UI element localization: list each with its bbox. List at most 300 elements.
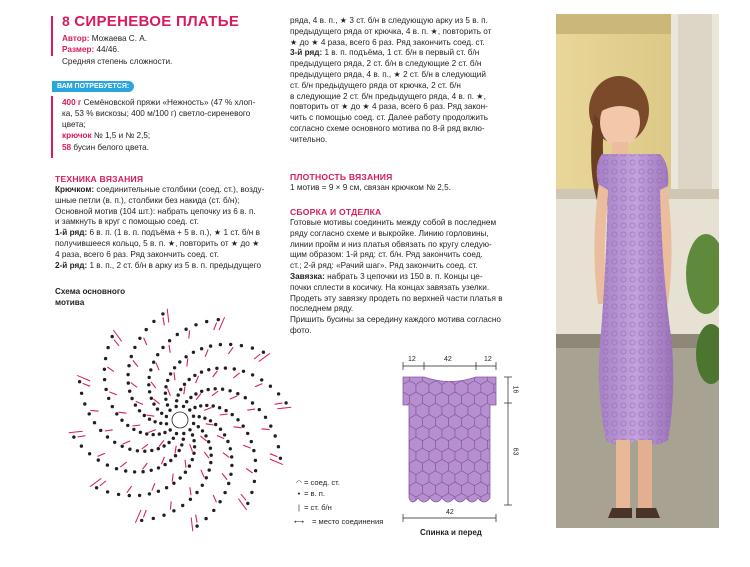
chain-stitch-dot bbox=[184, 471, 187, 474]
chain-stitch-dot bbox=[133, 470, 136, 473]
chain-stitch-dot bbox=[201, 429, 204, 432]
single-crochet-mark bbox=[255, 384, 262, 387]
chain-stitch-dot bbox=[172, 509, 175, 512]
text-line-text: линии пройм и низ платья обвязать по кругу следую- bbox=[290, 239, 492, 249]
single-crochet-mark bbox=[204, 452, 209, 458]
chain-stitch-dot bbox=[106, 346, 109, 349]
legend-label: = место соединения bbox=[312, 517, 384, 526]
chain-stitch-dot bbox=[138, 409, 141, 412]
text-line-text: последнем ряду. bbox=[290, 304, 354, 314]
chain-stitch-dot bbox=[120, 419, 123, 422]
text-line bbox=[290, 135, 530, 146]
chain-stitch-dot bbox=[230, 455, 233, 458]
single-crochet-mark bbox=[201, 470, 204, 477]
chain-stitch-dot bbox=[169, 428, 172, 431]
title-part-a: СИРЕНЕВОЕ bbox=[74, 13, 172, 30]
text-line bbox=[290, 92, 530, 103]
chain-stitch-dot bbox=[103, 378, 106, 381]
single-crochet-mark bbox=[142, 444, 148, 449]
motif-hexagon bbox=[398, 505, 410, 520]
chain-stitch-dot bbox=[88, 412, 91, 415]
chain-stitch-dot bbox=[207, 388, 210, 391]
chain-stitch-dot bbox=[230, 464, 233, 467]
chain-stitch-dot bbox=[111, 335, 114, 338]
single-crochet-mark bbox=[243, 445, 250, 448]
page-title bbox=[62, 13, 239, 31]
single-crochet-mark bbox=[205, 349, 208, 356]
tech-line bbox=[55, 228, 283, 239]
chain-stitch-dot bbox=[103, 368, 106, 371]
text-line-text: 1 в. п. подъёма, 1 ст. б/н в первый ст. б/н bbox=[322, 48, 480, 58]
yarn-amount: 400 г bbox=[62, 98, 82, 107]
chain-stitch-dot bbox=[223, 433, 226, 436]
single-crochet-mark bbox=[175, 446, 176, 454]
column2-text bbox=[290, 16, 530, 146]
text-line-text: повторить от ★ до ★ 4 раза, всего 6 раз. Ряд закон- bbox=[290, 102, 488, 112]
text-line-text: предыдущего ряда, 2 ст. б/н в следующие 2 ст. б/н bbox=[290, 59, 482, 69]
tech-line bbox=[55, 250, 283, 261]
chain-stitch-dot bbox=[205, 320, 208, 323]
text-line bbox=[290, 250, 530, 261]
chain-stitch-dot bbox=[115, 467, 118, 470]
single-crochet-mark bbox=[170, 502, 171, 510]
join-arrow-mark bbox=[277, 407, 291, 409]
chain-stitch-dot bbox=[166, 403, 169, 406]
chain-stitch-dot bbox=[97, 458, 100, 461]
single-crochet-mark bbox=[230, 396, 237, 399]
motif-hexagon bbox=[403, 493, 416, 508]
chain-stitch-dot bbox=[188, 408, 191, 411]
chain-stitch-dot bbox=[178, 360, 181, 363]
dim-side: 63 bbox=[511, 447, 519, 456]
motif-hexagon bbox=[494, 426, 507, 441]
text-line bbox=[290, 218, 530, 229]
legend-label: = в. п. bbox=[304, 489, 326, 498]
chain-stitch-dot bbox=[113, 441, 116, 444]
text-line-text: ряду согласно схеме и выкройке. Линию горловины, bbox=[290, 228, 489, 238]
chain-stitch-dot bbox=[175, 405, 178, 408]
chain-stitch-dot bbox=[279, 457, 282, 460]
chain-stitch-dot bbox=[163, 431, 166, 434]
center-ring bbox=[172, 412, 188, 428]
text-line bbox=[290, 124, 530, 135]
chain-stitch-dot bbox=[208, 468, 211, 471]
dim-top-right: 12 bbox=[484, 356, 492, 363]
motif-hexagon bbox=[423, 505, 436, 520]
chain-stitch-dot bbox=[260, 378, 263, 381]
chain-stitch-dot bbox=[192, 422, 195, 425]
chain-stitch-dot bbox=[152, 361, 155, 364]
dress-photo bbox=[556, 14, 719, 528]
single-crochet-mark bbox=[217, 436, 224, 439]
chain-stitch-dot bbox=[226, 440, 229, 443]
text-line-lead: Завязка: bbox=[290, 271, 325, 281]
single-crochet-mark bbox=[151, 382, 156, 388]
text-line-text: ст. б/н предыдущего ряда от крючка, 2 ст. б/н bbox=[290, 80, 461, 90]
legend-label: = соед. ст. bbox=[304, 478, 340, 487]
size-value: 44/46. bbox=[96, 45, 120, 54]
density-text: 1 мотив = 9 × 9 см, связан крючком № 2,5. bbox=[290, 183, 451, 192]
chain-stitch-dot bbox=[161, 312, 164, 315]
chain-stitch-dot bbox=[191, 458, 194, 461]
chain-stitch-dot bbox=[160, 412, 163, 415]
chain-stitch-dot bbox=[153, 420, 156, 423]
chain-stitch-dot bbox=[254, 459, 257, 462]
chain-stitch-dot bbox=[99, 429, 102, 432]
dim-top-left: 12 bbox=[408, 356, 416, 363]
pattern-caption: Спинка и перед bbox=[420, 528, 482, 537]
chain-stitch-icon: • bbox=[297, 489, 301, 498]
text-line bbox=[290, 229, 530, 240]
single-crochet-mark bbox=[143, 510, 146, 518]
chain-stitch-dot bbox=[88, 452, 91, 455]
materials-beads bbox=[62, 143, 149, 154]
chain-stitch-dot bbox=[145, 432, 148, 435]
chain-stitch-dot bbox=[250, 440, 253, 443]
chain-stitch-dot bbox=[188, 428, 191, 431]
chain-stitch-dot bbox=[117, 493, 120, 496]
chain-stitch-dot bbox=[156, 353, 159, 356]
chain-stitch-dot bbox=[148, 390, 151, 393]
chain-stitch-dot bbox=[127, 381, 130, 384]
chain-stitch-dot bbox=[175, 432, 178, 435]
motif-hexagon bbox=[429, 493, 442, 508]
chain-stitch-dot bbox=[253, 480, 256, 483]
chain-stitch-dot bbox=[203, 417, 206, 420]
single-crochet-mark bbox=[98, 453, 105, 456]
chain-stitch-dot bbox=[159, 422, 162, 425]
chain-stitch-dot bbox=[161, 346, 164, 349]
tech-line bbox=[55, 207, 283, 218]
single-crochet-mark bbox=[131, 383, 137, 388]
chain-stitch-dot bbox=[188, 464, 191, 467]
chain-stitch-dot bbox=[111, 405, 114, 408]
single-crochet-mark bbox=[206, 424, 214, 425]
tech-line-text: 1 в. п., 2 ст. б/н в арку из 5 в. п. предыдущего bbox=[87, 260, 262, 270]
chain-stitch-dot bbox=[166, 379, 169, 382]
single-crochet-mark bbox=[169, 345, 170, 353]
single-crochet-mark bbox=[213, 495, 216, 502]
chain-stitch-dot bbox=[246, 502, 249, 505]
leg-right bbox=[638, 440, 652, 510]
text-line bbox=[290, 326, 530, 337]
chain-stitch-dot bbox=[165, 415, 168, 418]
technique-heading: ТЕХНИКА ВЯЗАНИЯ bbox=[55, 174, 144, 184]
single-crochet-mark bbox=[233, 373, 239, 378]
single-crochet-mark bbox=[189, 331, 190, 339]
materials-yarn bbox=[62, 98, 277, 130]
chain-stitch-dot bbox=[178, 449, 181, 452]
single-crochet-mark bbox=[270, 454, 278, 457]
author-line bbox=[62, 34, 147, 45]
text-line bbox=[290, 48, 530, 59]
chain-stitch-dot bbox=[214, 387, 217, 390]
text-line bbox=[290, 283, 530, 294]
chain-stitch-dot bbox=[181, 504, 184, 507]
single-crochet-mark bbox=[120, 462, 126, 467]
chain-stitch-dot bbox=[209, 419, 212, 422]
tech-line-text: соединительные столбики (соед. ст.), возду- bbox=[94, 185, 265, 194]
chain-stitch-dot bbox=[199, 404, 202, 407]
yarn-line-1: ка, 53 % вискозы; 400 м/100 г) светло-сиреневого bbox=[62, 108, 251, 118]
legend-item-join bbox=[294, 513, 394, 524]
legend bbox=[294, 478, 394, 524]
chain-stitch-dot bbox=[115, 412, 118, 415]
chain-stitch-dot bbox=[242, 424, 245, 427]
single-crochet-mark bbox=[77, 436, 85, 437]
density-heading: ПЛОТНОСТЬ ВЯЗАНИЯ bbox=[290, 172, 393, 182]
chain-stitch-dot bbox=[223, 491, 226, 494]
chain-stitch-dot bbox=[277, 392, 280, 395]
single-crochet-mark bbox=[123, 441, 130, 444]
chain-stitch-dot bbox=[179, 388, 182, 391]
yarn-line-0: Семёновской пряжи «Нежность» (47 % хлоп- bbox=[83, 98, 256, 107]
diagram-title-line: мотива bbox=[55, 297, 85, 307]
text-line-text: фото. bbox=[290, 325, 312, 335]
chain-stitch-dot bbox=[152, 517, 155, 520]
chain-stitch-dot bbox=[157, 490, 160, 493]
chain-stitch-dot bbox=[167, 441, 170, 444]
chain-stitch-dot bbox=[165, 422, 168, 425]
tech-line-text: получившееся кольцо, 5 в. п. ★, повторить от ★ до ★ bbox=[55, 238, 260, 248]
chain-stitch-dot bbox=[139, 431, 142, 434]
chain-stitch-dot bbox=[231, 413, 234, 416]
chain-stitch-dot bbox=[164, 398, 167, 401]
tech-line bbox=[55, 217, 283, 228]
chain-stitch-dot bbox=[215, 367, 218, 370]
chain-stitch-dot bbox=[157, 447, 160, 450]
chain-stitch-dot bbox=[185, 400, 188, 403]
text-line bbox=[290, 261, 530, 272]
chain-stitch-dot bbox=[229, 473, 232, 476]
text-line bbox=[290, 304, 530, 315]
chain-stitch-dot bbox=[145, 328, 148, 331]
materials-badge: ВАМ ПОТРЕБУЕТСЯ: bbox=[52, 81, 134, 92]
motif-hexagon bbox=[494, 471, 507, 486]
chain-stitch-dot bbox=[168, 339, 171, 342]
chain-stitch-dot bbox=[204, 434, 207, 437]
technique-text bbox=[55, 185, 283, 271]
chain-stitch-dot bbox=[176, 333, 179, 336]
chain-stitch-dot bbox=[214, 423, 217, 426]
chain-stitch-dot bbox=[156, 407, 159, 410]
chain-stitch-dot bbox=[236, 418, 239, 421]
single-crochet-mark bbox=[214, 323, 217, 331]
chain-stitch-dot bbox=[182, 405, 185, 408]
text-line-text: Готовые мотивы соединить между собой в последнем bbox=[290, 218, 497, 227]
text-line-text: ★ до ★ 4 раза, всего 6 раз. Ряд закончить соед. ст. bbox=[290, 37, 485, 47]
chain-stitch-dot bbox=[152, 433, 155, 436]
chain-stitch-dot bbox=[143, 450, 146, 453]
chain-stitch-dot bbox=[200, 370, 203, 373]
chain-stitch-dot bbox=[173, 366, 176, 369]
chain-stitch-dot bbox=[221, 388, 224, 391]
single-crochet-mark bbox=[148, 430, 155, 433]
chain-stitch-dot bbox=[242, 370, 245, 373]
single-crochet-mark bbox=[168, 388, 171, 395]
chain-stitch-dot bbox=[148, 492, 151, 495]
author-value: Можаева С. А. bbox=[91, 34, 147, 43]
chain-stitch-dot bbox=[251, 373, 254, 376]
join-arrow-mark bbox=[69, 431, 83, 433]
single-crochet-mark bbox=[146, 415, 154, 416]
text-line bbox=[290, 272, 530, 283]
single-crochet-mark bbox=[196, 376, 199, 383]
text-line-text: Пришить бусины за середину каждого мотива согласно bbox=[290, 315, 501, 325]
single-crochet-mark bbox=[161, 457, 164, 464]
chain-stitch-dot bbox=[219, 343, 222, 346]
single-crochet-mark bbox=[246, 468, 253, 473]
text-line bbox=[290, 38, 530, 49]
chain-stitch-dot bbox=[194, 392, 197, 395]
chain-stitch-dot bbox=[106, 435, 109, 438]
single-crochet-mark bbox=[144, 338, 147, 345]
chain-stitch-dot bbox=[229, 343, 232, 346]
chain-stitch-dot bbox=[126, 373, 129, 376]
single-crochet-mark bbox=[262, 429, 270, 430]
text-line bbox=[290, 240, 530, 251]
chain-stitch-dot bbox=[224, 409, 227, 412]
yarn-line-2: цвета; bbox=[62, 119, 86, 129]
single-crochet-mark bbox=[234, 427, 242, 428]
chain-stitch-dot bbox=[184, 328, 187, 331]
chain-stitch-dot bbox=[194, 323, 197, 326]
dim-bottom: 42 bbox=[446, 509, 454, 516]
chain-stitch-dot bbox=[277, 445, 280, 448]
single-crochet-mark bbox=[190, 444, 193, 451]
chain-stitch-dot bbox=[138, 337, 141, 340]
photo-illustration bbox=[556, 14, 719, 528]
motif-hexagon bbox=[474, 505, 487, 520]
chain-stitch-dot bbox=[193, 445, 196, 448]
chain-stitch-dot bbox=[175, 399, 178, 402]
text-line bbox=[290, 59, 530, 70]
materials-accent-line bbox=[51, 96, 53, 158]
text-line-text: в следующие 2 ст. б/н предыдущего ряда, 4 в. п. ★, bbox=[290, 91, 486, 101]
chain-stitch-dot bbox=[209, 447, 212, 450]
chain-stitch-dot bbox=[188, 378, 191, 381]
text-line bbox=[290, 102, 530, 113]
single-crochet-mark bbox=[204, 408, 211, 411]
chain-stitch-dot bbox=[126, 424, 129, 427]
single-crochet-mark bbox=[185, 460, 186, 468]
tech-line bbox=[55, 185, 283, 196]
single-crochet-mark bbox=[119, 412, 127, 413]
chain-stitch-dot bbox=[168, 409, 171, 412]
chain-stitch-dot bbox=[205, 476, 208, 479]
hook-value: № 1,5 и № 2,5; bbox=[93, 131, 151, 140]
chain-stitch-dot bbox=[254, 469, 257, 472]
join-arrow-icon: ⟷ bbox=[294, 519, 305, 526]
single-crochet-mark bbox=[143, 463, 148, 469]
chain-stitch-dot bbox=[236, 392, 239, 395]
chain-stitch-dot bbox=[195, 491, 198, 494]
chain-stitch-dot bbox=[152, 320, 155, 323]
size-line bbox=[62, 45, 119, 56]
chain-stitch-dot bbox=[106, 463, 109, 466]
text-line-lead: 3-й ряд: bbox=[290, 48, 323, 58]
text-line-text: набрать 3 цепочки из 150 в. п. Концы це- bbox=[324, 271, 483, 281]
join-arrow-mark bbox=[167, 309, 169, 323]
chain-stitch-dot bbox=[229, 447, 232, 450]
chain-stitch-dot bbox=[244, 396, 247, 399]
text-line-text: предыдущего ряда от крючка, 4 в. п. ★, повторить от bbox=[290, 26, 492, 36]
text-line bbox=[290, 113, 530, 124]
chain-stitch-dot bbox=[240, 344, 243, 347]
tech-line bbox=[55, 261, 283, 272]
chain-stitch-dot bbox=[162, 514, 165, 517]
slip-stitch-icon: ◠ bbox=[295, 480, 303, 487]
single-crochet-mark bbox=[174, 372, 175, 380]
text-line-text: чительно. bbox=[290, 134, 328, 144]
text-line bbox=[290, 81, 530, 92]
size-label: Размер: bbox=[62, 45, 95, 54]
single-crochet-icon: | bbox=[298, 503, 300, 512]
chain-stitch-dot bbox=[258, 408, 261, 411]
chain-stitch-dot bbox=[172, 437, 175, 440]
chain-stitch-dot bbox=[147, 383, 150, 386]
chain-stitch-dot bbox=[269, 385, 272, 388]
chain-stitch-dot bbox=[130, 355, 133, 358]
chain-stitch-dot bbox=[174, 454, 177, 457]
chain-stitch-dot bbox=[124, 469, 127, 472]
single-crochet-mark bbox=[163, 317, 164, 325]
tech-line-text: 6 в. п. (1 в. п. подъёма + 5 в. п.), ★ 1 ст. б/н в bbox=[87, 228, 260, 238]
chain-stitch-dot bbox=[134, 403, 137, 406]
motif-diagram bbox=[60, 300, 300, 540]
tech-line-lead: 2-й ряд: bbox=[55, 260, 88, 270]
tech-line-text: 4 раза, всего 6 раз. Ряд закончить соед. ст. bbox=[55, 249, 219, 259]
chain-stitch-dot bbox=[246, 432, 249, 435]
single-crochet-mark bbox=[109, 392, 116, 395]
chain-stitch-dot bbox=[201, 484, 204, 487]
chain-stitch-dot bbox=[189, 396, 192, 399]
hook-label: крючок bbox=[62, 131, 92, 140]
chain-stitch-dot bbox=[217, 318, 220, 321]
single-crochet-mark bbox=[222, 473, 227, 479]
chain-stitch-dot bbox=[106, 490, 109, 493]
chain-stitch-dot bbox=[95, 486, 98, 489]
chain-stitch-dot bbox=[130, 397, 133, 400]
join-arrow-mark bbox=[191, 517, 193, 531]
chain-stitch-dot bbox=[228, 389, 231, 392]
chain-stitch-dot bbox=[192, 452, 195, 455]
legend-label: = ст. б/н bbox=[304, 503, 332, 512]
text-line-text: чить с помощью соед. ст. Далее работу продолжить bbox=[290, 113, 489, 123]
motif-hexagon bbox=[398, 460, 410, 475]
chain-stitch-dot bbox=[149, 368, 152, 371]
chain-stitch-dot bbox=[193, 406, 196, 409]
pattern-piece bbox=[398, 360, 528, 535]
chain-stitch-dot bbox=[224, 366, 227, 369]
single-crochet-mark bbox=[114, 340, 119, 346]
legend-item-chain bbox=[294, 489, 394, 500]
title-part-b: ПЛАТЬЕ bbox=[176, 13, 240, 30]
chain-stitch-dot bbox=[93, 421, 96, 424]
motif-hexagon bbox=[462, 505, 475, 520]
chain-stitch-dot bbox=[177, 393, 180, 396]
chain-stitch-dot bbox=[78, 380, 81, 383]
chain-stitch-dot bbox=[148, 418, 151, 421]
motif-hexagon bbox=[410, 505, 423, 520]
chain-stitch-dot bbox=[121, 445, 124, 448]
chain-stitch-dot bbox=[251, 346, 254, 349]
diagram-title-line: Схема основного bbox=[55, 287, 126, 296]
single-crochet-mark bbox=[247, 409, 255, 410]
chain-stitch-dot bbox=[200, 347, 203, 350]
chain-stitch-dot bbox=[158, 432, 161, 435]
beads-value: бусин белого цвета. bbox=[73, 143, 150, 152]
